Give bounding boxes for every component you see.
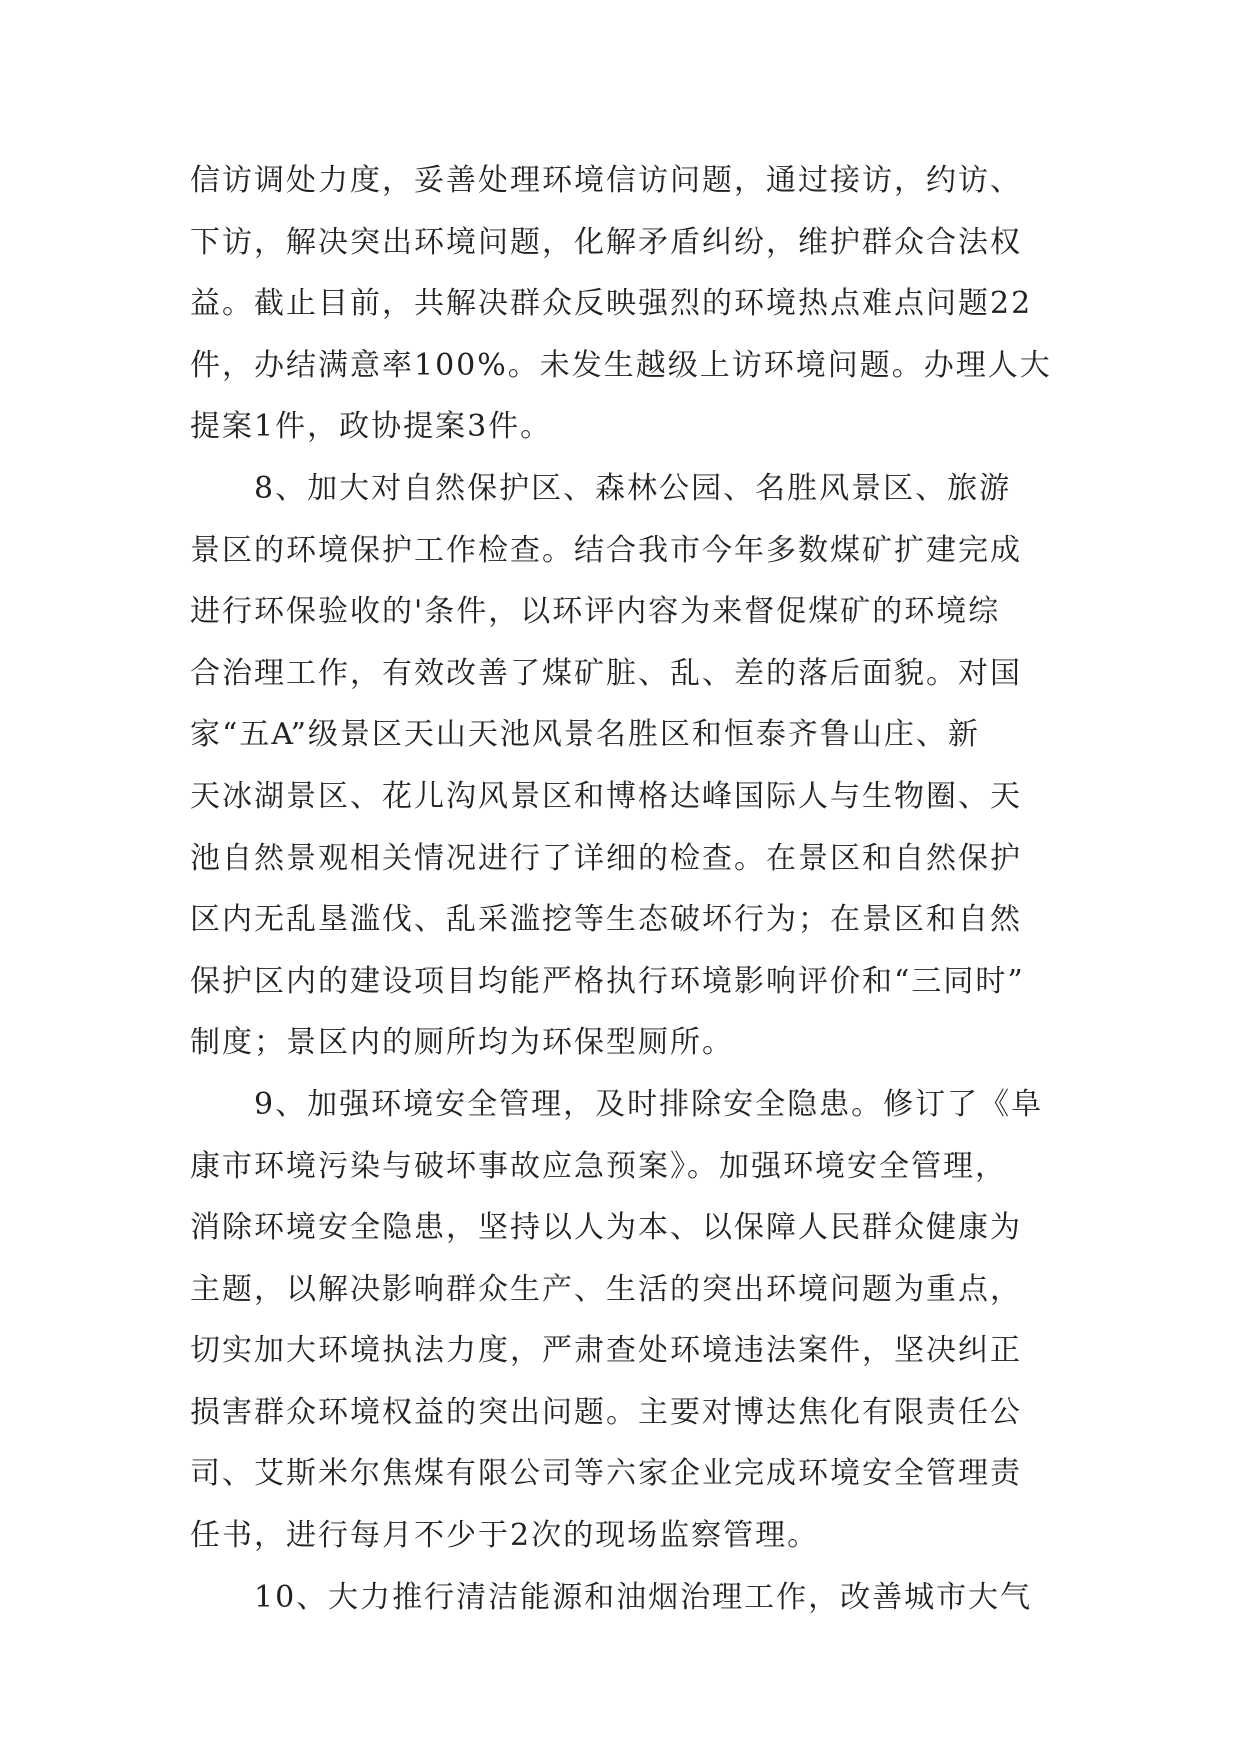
text-line: 司、艾斯米尔焦煤有限公司等六家企业完成环境安全管理责 bbox=[190, 1456, 1022, 1492]
text-line: 康市环境污染与破坏事故应急预案》。加强环境安全管理， bbox=[190, 1148, 1007, 1184]
text-line: 下访，解决突出环境问题，化解矛盾纠纷，维护群众合法权 bbox=[190, 224, 1022, 260]
paragraph-start-line: 8、加大对自然保护区、森林公园、名胜风景区、旅游 bbox=[254, 470, 1012, 506]
text-line: 主题，以解决影响群众生产、生活的突出环境问题为重点， bbox=[190, 1271, 1022, 1307]
paragraph-start-line: 10、大力推行清洁能源和油烟治理工作，改善城市大气 bbox=[254, 1579, 1033, 1615]
text-line: 天冰湖景区、花儿沟风景区和博格达峰国际人与生物圈、天 bbox=[190, 778, 1022, 814]
text-line: 景区的环境保护工作检查。结合我市今年多数煤矿扩建完成 bbox=[190, 532, 1022, 568]
text-line: 切实加大环境执法力度，严肃查处环境违法案件，坚决纠正 bbox=[190, 1333, 1022, 1369]
body-text bbox=[190, 150, 1070, 1628]
text-line: 益。截止目前，共解决群众反映强烈的环境热点难点问题22 bbox=[190, 286, 1033, 322]
text-line: 消除环境安全隐患，坚持以人为本、以保障人民群众健康为 bbox=[190, 1210, 1022, 1246]
text-line: 损害群众环境权益的突出问题。主要对博达焦化有限责任公 bbox=[190, 1394, 1022, 1430]
text-line: 区内无乱垦滥伐、乱采滥挖等生态破坏行为；在景区和自然 bbox=[190, 902, 1022, 938]
text-line: 池自然景观相关情况进行了详细的检查。在景区和自然保护 bbox=[190, 840, 1022, 876]
text-line: 任书，进行每月不少于2次的现场监察管理。 bbox=[190, 1518, 820, 1554]
paragraph-start-line: 9、加强环境安全管理，及时排除安全隐患。修订了《阜 bbox=[254, 1086, 1044, 1122]
text-line: 保护区内的建设项目均能严格执行环境影响评价和“三同时” bbox=[190, 963, 1025, 999]
text-line: 进行环保验收的'条件，以环评内容为来督促煤矿的环境综 bbox=[190, 594, 1001, 630]
text-line: 提案1件，政协提案3件。 bbox=[190, 409, 553, 445]
text-line: 信访调处力度，妥善处理环境信访问题，通过接访，约访、 bbox=[190, 163, 1022, 198]
text-line: 制度；景区内的厕所均为环保型厕所。 bbox=[190, 1025, 734, 1061]
text-line: 合治理工作，有效改善了煤矿脏、乱、差的落后面貌。对国 bbox=[190, 655, 1022, 691]
text-line: 件，办结满意率100%。未发生越级上访环境问题。办理人大 bbox=[190, 347, 1052, 383]
text-line: 家“五A”级景区天山天池风景名胜区和恒泰齐鲁山庄、新 bbox=[190, 717, 980, 753]
